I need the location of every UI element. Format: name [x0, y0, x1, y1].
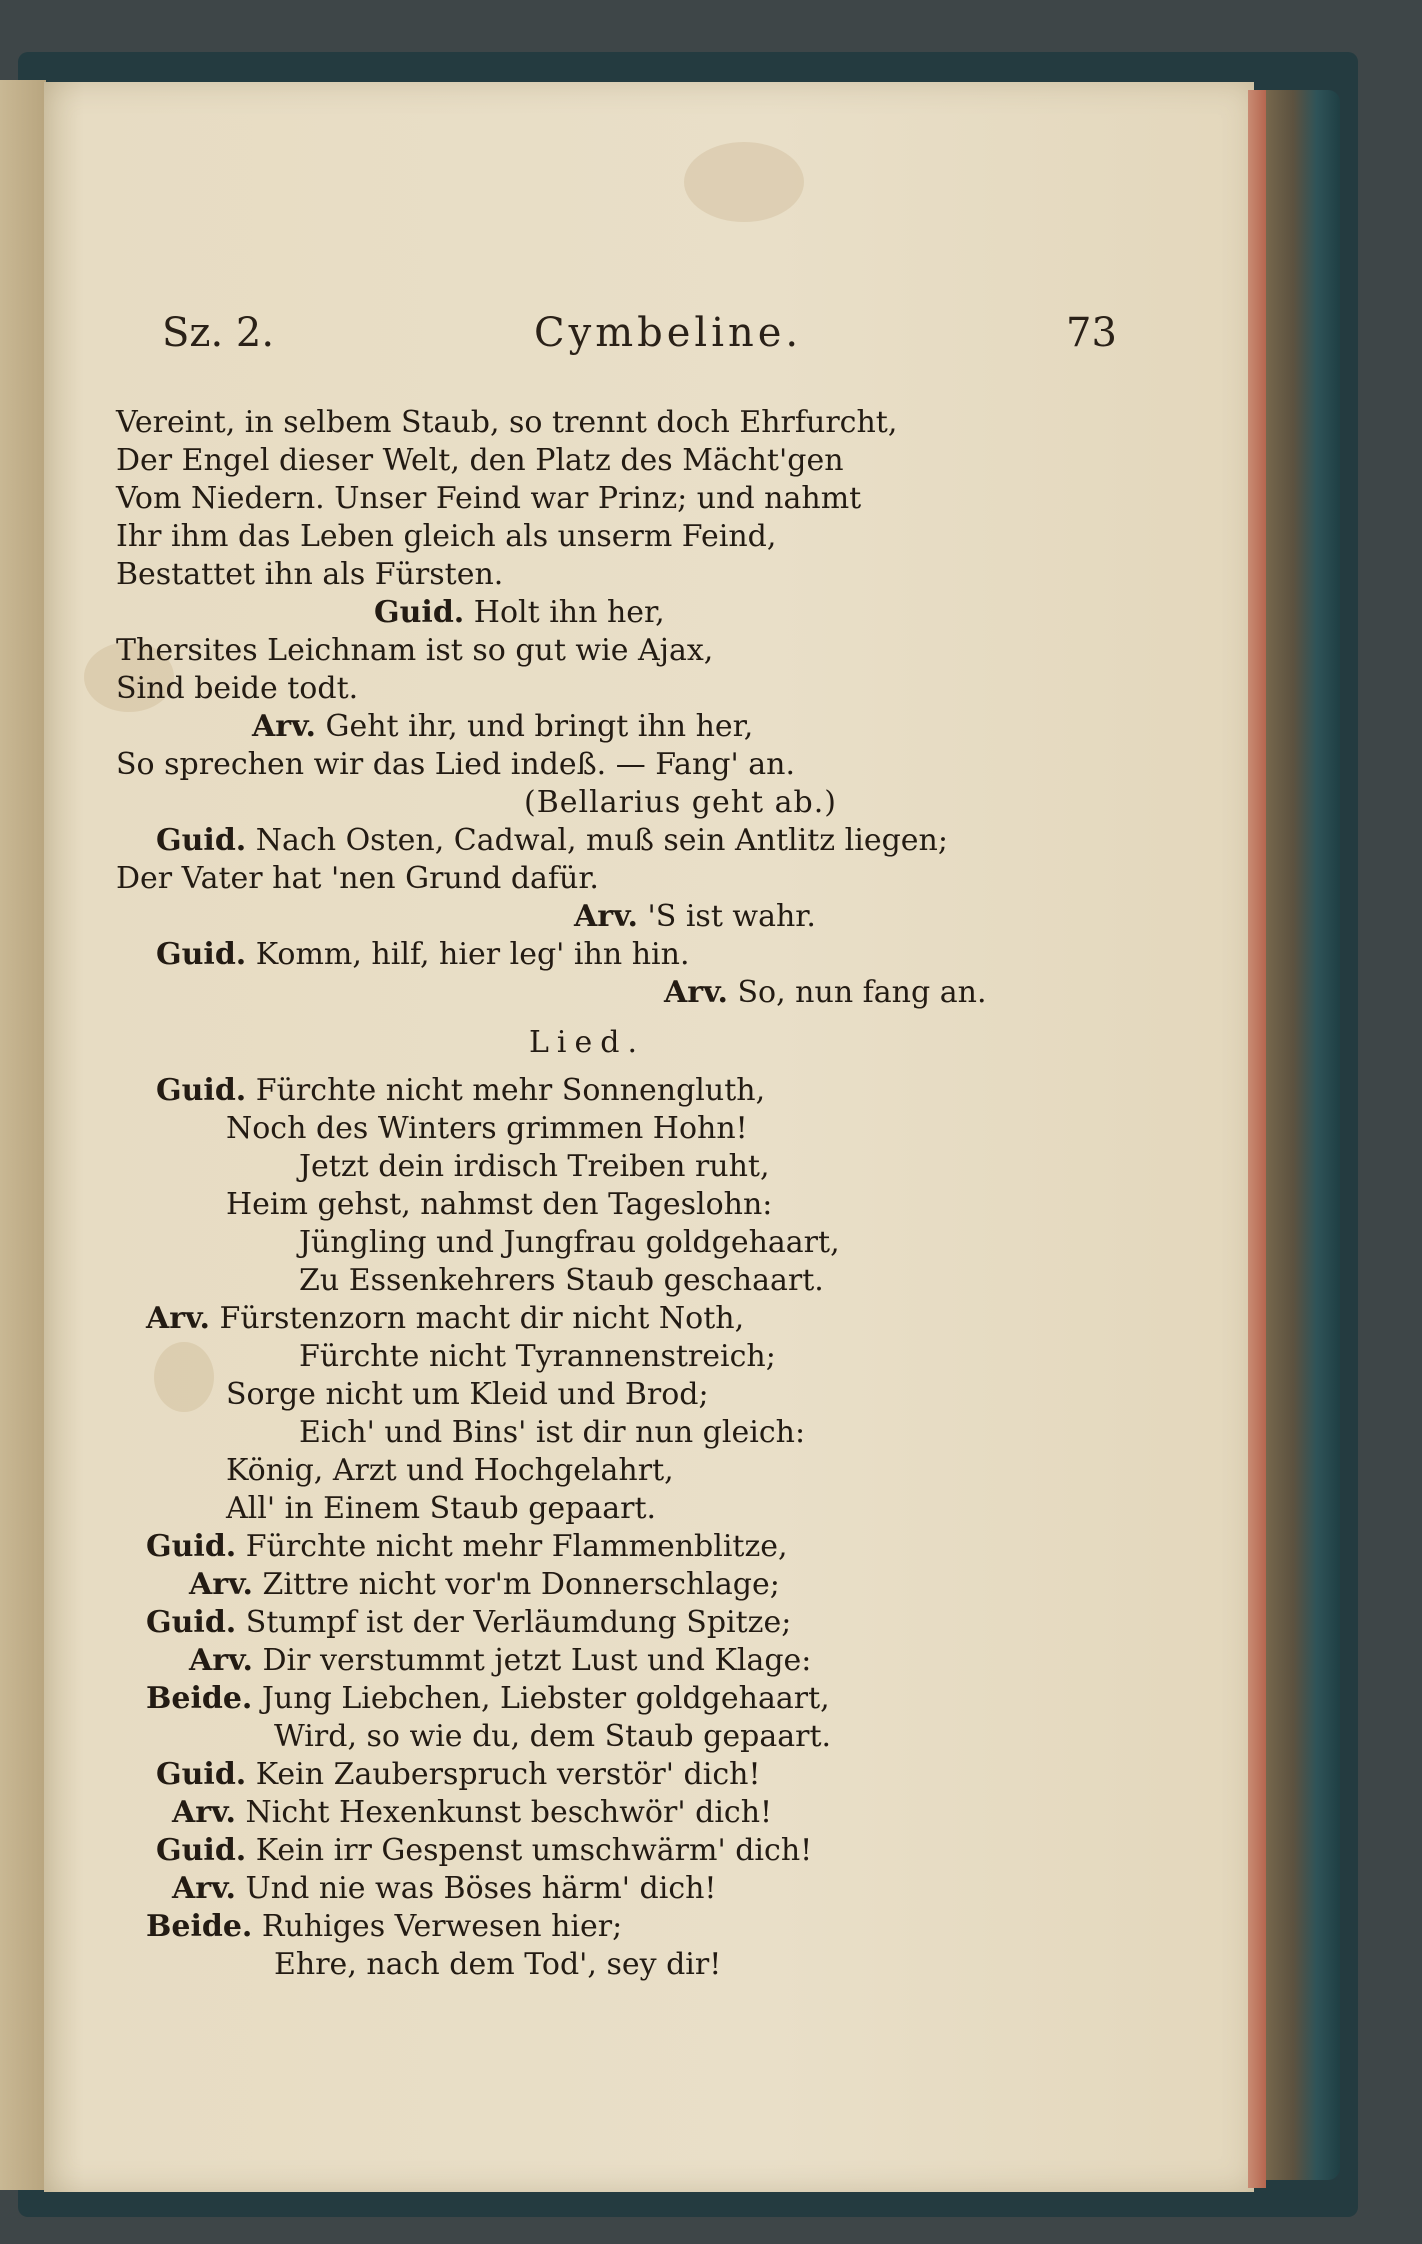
- text-line: Arv. Fürstenzorn macht dir nicht Noth,: [146, 1301, 745, 1336]
- text-line: Sind beide todt.: [116, 671, 359, 706]
- running-header: [44, 310, 1254, 370]
- text-line: Vereint, in selbem Staub, so trennt doch Ehrfurcht,: [116, 405, 898, 440]
- text-line: Guid. Stumpf ist der Verläumdung Spitze;: [146, 1605, 792, 1640]
- speaker-name: Guid.: [156, 1073, 247, 1108]
- text-line: Jetzt dein irdisch Treiben ruht,: [299, 1149, 770, 1184]
- text-line: Guid. Kein Zauberspruch verstör' dich!: [156, 1757, 761, 1792]
- play-title: Cymbeline.: [534, 310, 803, 356]
- text-line: Bestattet ihn als Fürsten.: [116, 557, 504, 592]
- text-line: Arv. Geht ihr, und bringt ihn her,: [252, 709, 754, 744]
- page-number: 73: [1066, 310, 1117, 356]
- scene-label: Sz. 2.: [162, 310, 275, 356]
- text-line: Arv. So, nun fang an.: [664, 975, 987, 1010]
- text-line: Arv. Nicht Hexenkunst beschwör' dich!: [172, 1795, 773, 1830]
- text-line: Arv. Und nie was Böses härm' dich!: [172, 1871, 717, 1906]
- book-page: [44, 82, 1254, 2192]
- text-line: Der Vater hat 'nen Grund dafür.: [116, 861, 599, 896]
- text-line: Zu Essenkehrers Staub geschaart.: [299, 1263, 824, 1298]
- text-line: Beide. Jung Liebchen, Liebster goldgehaart,: [146, 1681, 830, 1716]
- text-line: Guid. Fürchte nicht mehr Sonnengluth,: [156, 1073, 766, 1108]
- text-line: Jüngling und Jungfrau goldgehaart,: [299, 1225, 840, 1260]
- text-line: Arv. Dir verstummt jetzt Lust und Klage:: [189, 1643, 812, 1678]
- text-line: Beide. Ruhiges Verwesen hier;: [146, 1909, 623, 1944]
- text-line: Der Engel dieser Welt, den Platz des Mächt'gen: [116, 443, 844, 478]
- text-line: Arv. Zittre nicht vor'm Donnerschlage;: [189, 1567, 780, 1602]
- page-edge-red: [1248, 90, 1266, 2188]
- stage-direction: (Bellarius geht ab.): [524, 785, 837, 820]
- text-line: Arv. 'S ist wahr.: [574, 899, 816, 934]
- speaker-name: Arv.: [172, 1871, 236, 1906]
- text-line: All' in Einem Staub gepaart.: [226, 1491, 657, 1526]
- speaker-name: Guid.: [156, 823, 247, 858]
- text-line: Guid. Nach Osten, Cadwal, muß sein Antlitz liegen;: [156, 823, 948, 858]
- speaker-name: Guid.: [146, 1529, 237, 1564]
- text-line: Ihr ihm das Leben gleich als unserm Feind,: [116, 519, 777, 554]
- page-stain: [154, 1342, 214, 1412]
- speaker-name: Arv.: [574, 899, 638, 934]
- speaker-name: Beide.: [146, 1909, 253, 1944]
- speaker-name: Arv.: [189, 1567, 253, 1602]
- song-heading: Lied.: [529, 1025, 646, 1060]
- text-line: Heim gehst, nahmst den Tageslohn:: [226, 1187, 773, 1222]
- text-line: Sorge nicht um Kleid und Brod;: [226, 1377, 709, 1412]
- text-line: Wird, so wie du, dem Staub gepaart.: [274, 1719, 832, 1754]
- text-line: Eich' und Bins' ist dir nun gleich:: [299, 1415, 806, 1450]
- text-line: Guid. Holt ihn her,: [374, 595, 665, 630]
- text-line: Guid. Kein irr Gespenst umschwärm' dich!: [156, 1833, 813, 1868]
- text-line: König, Arzt und Hochgelahrt,: [226, 1453, 674, 1488]
- speaker-name: Guid.: [146, 1605, 237, 1640]
- text-line: So sprechen wir das Lied indeß. — Fang' an.: [116, 747, 795, 782]
- speaker-name: Arv.: [189, 1643, 253, 1678]
- text-line: Guid. Komm, hilf, hier leg' ihn hin.: [156, 937, 690, 972]
- speaker-name: Guid.: [156, 1833, 247, 1868]
- text-line: Guid. Fürchte nicht mehr Flammenblitze,: [146, 1529, 788, 1564]
- speaker-name: Arv.: [664, 975, 728, 1010]
- page-stain: [684, 142, 804, 222]
- speaker-name: Arv.: [252, 709, 316, 744]
- speaker-name: Guid.: [156, 937, 247, 972]
- speaker-name: Guid.: [156, 1757, 247, 1792]
- book-cover-edge: [1262, 90, 1340, 2180]
- facing-page-edge: [0, 80, 46, 2190]
- speaker-name: Beide.: [146, 1681, 253, 1716]
- speaker-name: Arv.: [172, 1795, 236, 1830]
- text-line: Vom Niedern. Unser Feind war Prinz; und nahmt: [116, 481, 862, 516]
- text-line: Fürchte nicht Tyrannenstreich;: [299, 1339, 776, 1374]
- text-line: Noch des Winters grimmen Hohn!: [226, 1111, 748, 1146]
- speaker-name: Guid.: [374, 595, 465, 630]
- text-line: Ehre, nach dem Tod', sey dir!: [274, 1947, 722, 1982]
- text-line: Thersites Leichnam ist so gut wie Ajax,: [116, 633, 714, 668]
- speaker-name: Arv.: [146, 1301, 210, 1336]
